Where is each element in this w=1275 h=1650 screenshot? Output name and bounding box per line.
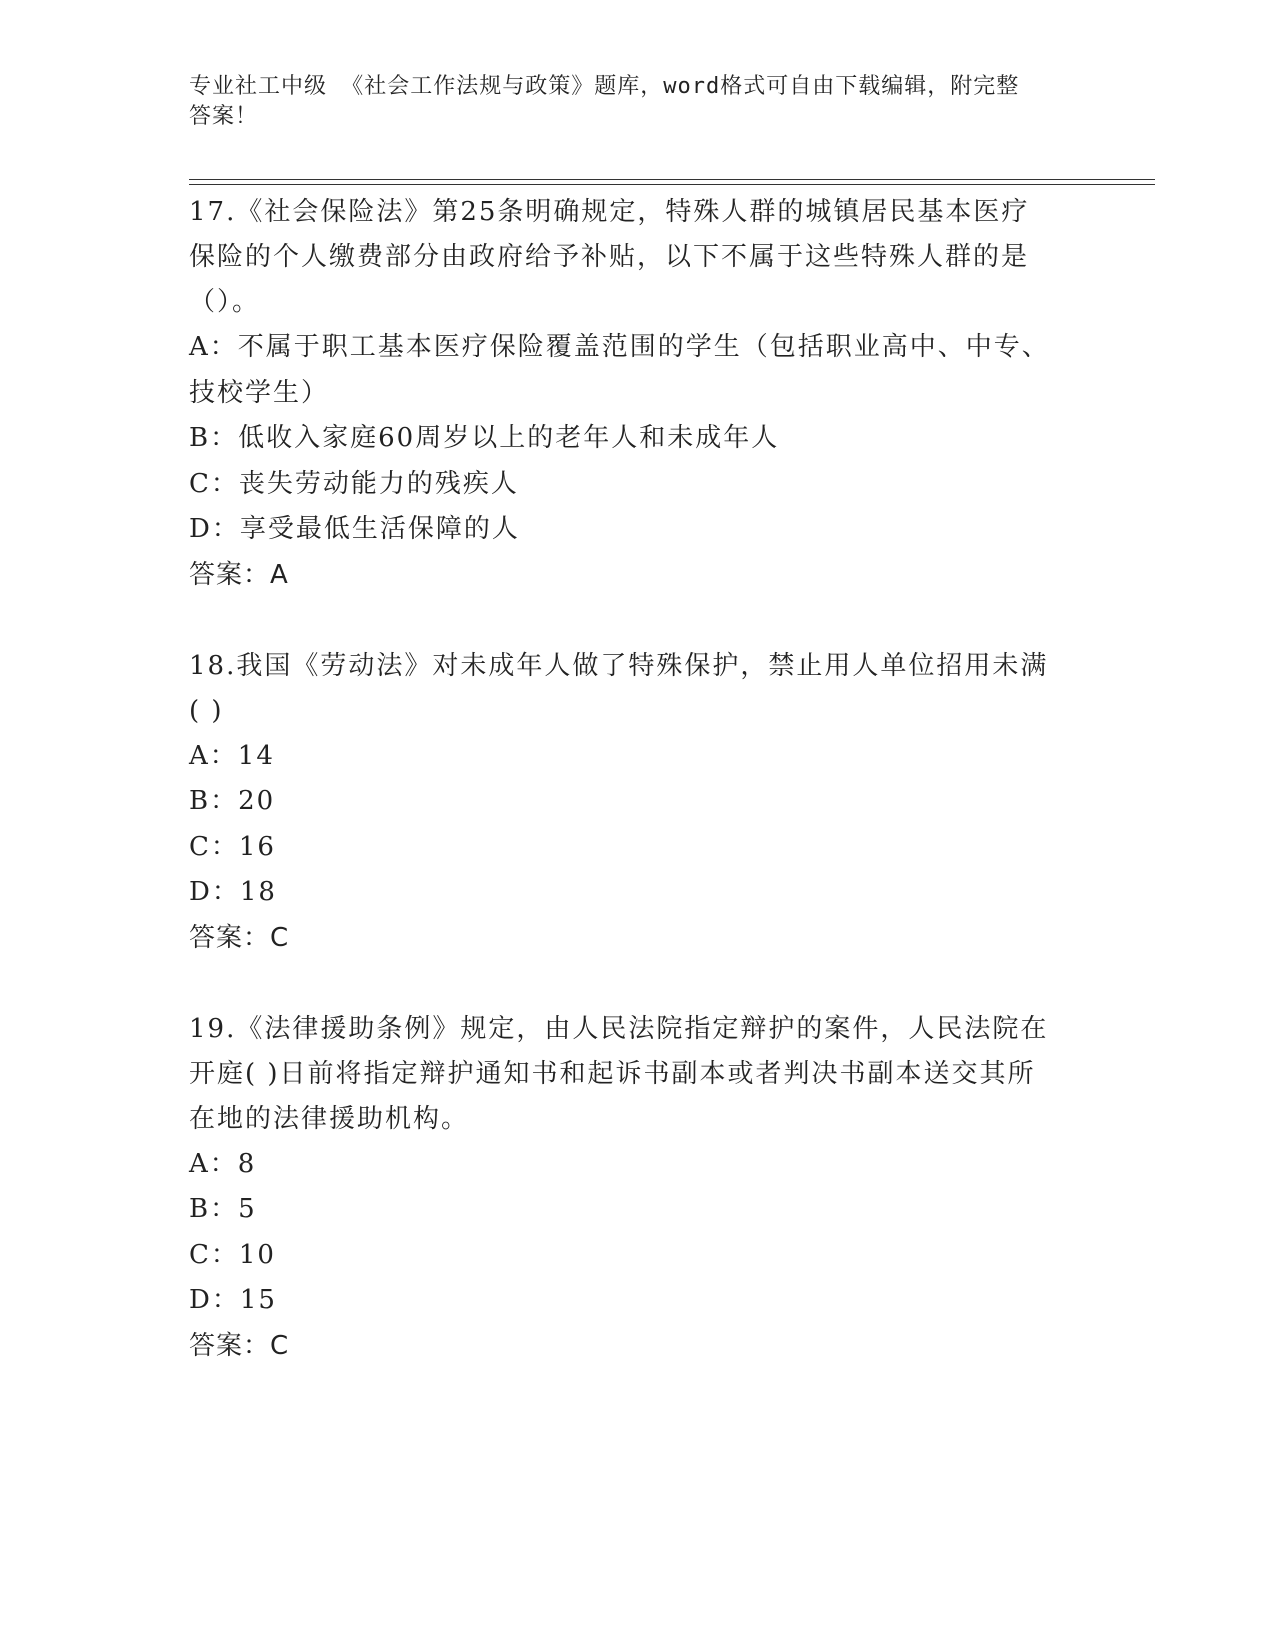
question-spacer bbox=[189, 961, 1089, 1007]
question-list bbox=[189, 190, 1089, 1369]
question-stem-line: 保险的个人缴费部分由政府给予补贴，以下不属于这些特殊人群的是 bbox=[189, 242, 1030, 272]
question-17 bbox=[189, 190, 1089, 598]
question-18 bbox=[189, 644, 1089, 961]
option-c: C：丧失劳动能力的残疾人 bbox=[189, 468, 519, 499]
answer-line: 答案：C bbox=[189, 1330, 290, 1361]
option-c: C：16 bbox=[189, 831, 276, 862]
option-a: A：14 bbox=[189, 740, 275, 771]
header-line-1: 专业社工中级 《社会工作法规与政策》题库，word格式可自由下载编辑，附完整 bbox=[189, 74, 1020, 99]
option-d: D：15 bbox=[189, 1285, 277, 1315]
option-b: B：20 bbox=[189, 786, 276, 816]
document-header bbox=[189, 72, 1089, 132]
header-divider-top bbox=[189, 179, 1155, 180]
answer-line: 答案：A bbox=[189, 559, 289, 590]
option-c: C：10 bbox=[189, 1239, 276, 1270]
question-stem-line: 在地的法律援助机构。 bbox=[189, 1103, 470, 1134]
answer-line: 答案：C bbox=[189, 922, 290, 953]
option-d: D：享受最低生活保障的人 bbox=[189, 514, 520, 544]
question-stem-line: 19.《法律援助条例》规定，由人民法院指定辩护的案件，人民法院在 bbox=[189, 1013, 1049, 1044]
option-a: A：8 bbox=[189, 1148, 257, 1179]
question-stem-line: 17.《社会保险法》第25条明确规定，特殊人群的城镇居民基本医疗 bbox=[189, 197, 1030, 227]
question-19 bbox=[189, 1007, 1089, 1369]
option-b: B：低收入家庭60周岁以上的老年人和未成年人 bbox=[189, 423, 780, 453]
header-divider-bottom bbox=[189, 184, 1155, 185]
question-stem-line: 开庭( )日前将指定辩护通知书和起诉书副本或者判决书副本送交其所 bbox=[189, 1058, 1036, 1089]
option-a-continued: 技校学生） bbox=[189, 377, 330, 408]
question-stem-line: 18.我国《劳动法》对未成年人做了特殊保护，禁止用人单位招用未满 bbox=[189, 650, 1049, 681]
header-line-2: 答案！ bbox=[189, 104, 259, 129]
option-b: B：5 bbox=[189, 1194, 257, 1224]
question-stem-line: （）。 bbox=[189, 287, 261, 317]
option-d: D：18 bbox=[189, 877, 277, 907]
option-a: A：不属于职工基本医疗保险覆盖范围的学生（包括职业高中、中专、 bbox=[189, 332, 1050, 362]
question-spacer bbox=[189, 598, 1089, 644]
question-stem-line: ( ) bbox=[189, 695, 224, 726]
